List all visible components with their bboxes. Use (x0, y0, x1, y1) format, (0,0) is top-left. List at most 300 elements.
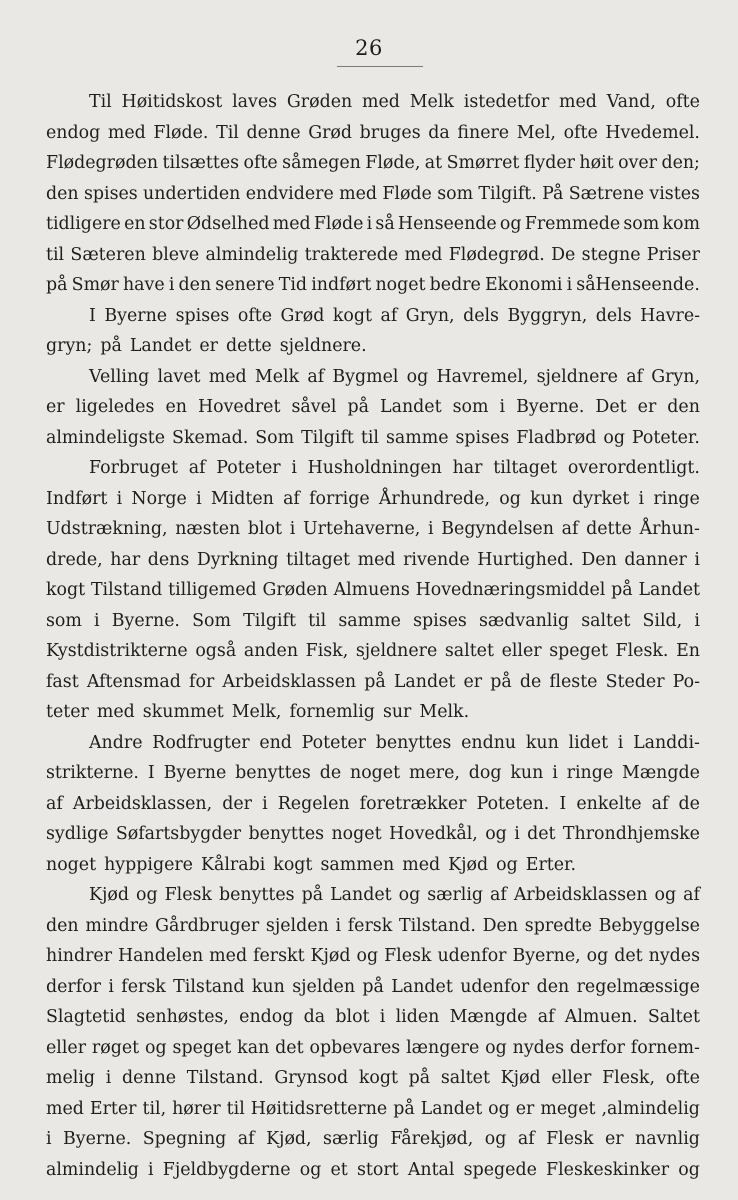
word: Gårdbruger (155, 915, 260, 936)
text-line (46, 941, 700, 972)
text-line (46, 1124, 700, 1155)
word: såmegen (282, 153, 361, 173)
word: af (651, 793, 669, 814)
word: samme (385, 427, 449, 448)
word: med (357, 549, 396, 570)
word: i (262, 793, 268, 814)
word: med (96, 702, 135, 722)
word: rivende (403, 549, 470, 570)
word: Grød (308, 122, 353, 143)
word: almindeligste (46, 427, 166, 448)
word: Antal (407, 1159, 455, 1180)
text-line (46, 728, 700, 759)
text-line (46, 1063, 700, 1094)
word: af (490, 885, 507, 905)
text-line (46, 514, 700, 545)
text-line (46, 148, 700, 179)
word: Flesk (164, 885, 212, 905)
word: saltet (444, 641, 494, 661)
word: sur (382, 702, 412, 722)
word: til, (142, 1098, 167, 1119)
text-line (46, 301, 700, 332)
word: skummet (142, 702, 224, 722)
word: af (537, 1007, 555, 1027)
word: Po- (672, 671, 700, 692)
word: benyttes (248, 824, 325, 844)
word: og (485, 824, 507, 844)
word: endog (239, 1007, 294, 1027)
word: have (122, 275, 165, 295)
word: Flesk (384, 946, 432, 966)
word: sammen (320, 854, 395, 875)
word: længere (406, 1037, 480, 1058)
text-line (46, 1094, 700, 1125)
word: med (558, 92, 597, 112)
word: derfor (46, 976, 101, 997)
word: fleste (549, 671, 598, 692)
word: Priser (646, 244, 700, 265)
word: saltet (581, 610, 631, 631)
text-line (46, 392, 700, 423)
word: Hovedret (197, 397, 281, 417)
word: på (611, 580, 633, 600)
word: med (339, 183, 377, 204)
word: i (366, 214, 373, 234)
word: med (404, 244, 443, 265)
word: ,almindelig (601, 1098, 700, 1119)
word: i (94, 610, 100, 631)
word: Til (216, 122, 239, 143)
word: Det (595, 397, 627, 417)
word: og (499, 488, 521, 509)
word: på (362, 976, 384, 997)
word: på (393, 1098, 415, 1119)
word: spredte (524, 915, 592, 936)
text-line (46, 789, 700, 820)
word: Gryn, (405, 305, 455, 326)
word: Landdi- (633, 732, 700, 753)
word: liden (395, 1007, 440, 1027)
word: Arbeidsklassen (513, 885, 648, 905)
word: Mængde (622, 763, 700, 783)
word: og (484, 1129, 507, 1149)
word: af (561, 519, 579, 539)
word: med (209, 946, 248, 966)
word: Kjød (500, 1068, 541, 1088)
word: endnu (461, 732, 517, 753)
word: sjeldnere (536, 366, 618, 387)
word: danner (624, 549, 687, 570)
word: som (623, 214, 660, 234)
word: af (307, 366, 325, 387)
word: Landet (638, 580, 700, 600)
word: nydes (512, 1037, 565, 1058)
word: Fremmede (524, 214, 621, 234)
word: også (195, 641, 237, 661)
word: den (536, 976, 570, 997)
word: er (604, 1129, 624, 1149)
page-number: 26 (355, 36, 383, 60)
word: Slagtetid (46, 1007, 126, 1027)
word: Indført (46, 488, 108, 509)
word: en (165, 397, 187, 417)
word: hører (172, 1098, 221, 1119)
word: Tilgift (301, 427, 354, 448)
word: særlig (427, 885, 484, 905)
word: ringe (566, 763, 614, 783)
word: og (406, 366, 429, 387)
word: eller (501, 641, 542, 661)
word: Henseende (397, 214, 497, 234)
word: af (683, 885, 700, 905)
word: i (105, 1068, 112, 1088)
word: dette (586, 519, 632, 539)
word: På (542, 183, 564, 204)
word: teter (46, 702, 89, 722)
word: spises (413, 610, 467, 631)
word: Byerne. (111, 610, 180, 631)
word: Til (89, 92, 112, 112)
word: fornemlig (289, 702, 375, 722)
word: Grøden (262, 580, 328, 600)
word: på (364, 671, 386, 692)
word: fornem- (630, 1037, 700, 1058)
word: Høitidskost (121, 92, 223, 112)
word: Byerne. (63, 1129, 132, 1149)
word: Som (255, 427, 295, 448)
text-line (46, 545, 700, 576)
word: overordentligt. (567, 458, 700, 478)
word: Erter. (525, 854, 576, 875)
word: Erter (89, 1098, 137, 1119)
word: med (362, 92, 400, 112)
word: Bygmel (332, 366, 399, 387)
word: sædvanlig (479, 610, 570, 631)
word: og (145, 1037, 167, 1058)
word: den (46, 183, 79, 204)
word: på (301, 885, 324, 905)
word: det (527, 824, 556, 844)
word: indført (311, 275, 372, 295)
word: finere (457, 122, 510, 143)
word: i (499, 397, 506, 417)
word: tiltaget (493, 458, 558, 478)
word: vistes (649, 183, 700, 204)
word: end (259, 732, 292, 753)
word: derfor (569, 1037, 625, 1058)
word: Arbeidsklassen (222, 671, 357, 692)
word: noget (375, 275, 426, 295)
word: Tilstand. (186, 1068, 264, 1088)
word: Poteter (301, 732, 366, 753)
word: det (614, 946, 643, 966)
word: kom (662, 214, 700, 234)
word: til (226, 1098, 245, 1119)
word: og (488, 1098, 510, 1119)
word: til (360, 427, 379, 448)
word: ofte (237, 305, 273, 326)
word: Sild, (642, 610, 683, 631)
word: og (678, 1159, 700, 1180)
word: af (283, 488, 300, 509)
word: Byerne (104, 305, 168, 326)
word: Fisk, (305, 641, 349, 661)
word: næsten (175, 519, 241, 539)
word: Almuens (333, 580, 410, 600)
word: Kjød (89, 885, 129, 905)
text-line (46, 636, 700, 667)
word: saltet (440, 1068, 490, 1088)
text-line (46, 606, 700, 637)
word: Grynsod (274, 1068, 349, 1088)
word: speget (549, 641, 608, 661)
text-line (46, 911, 700, 942)
text-line (46, 87, 700, 118)
word: til (46, 244, 65, 265)
word: Hvedemel. (605, 122, 700, 143)
word: fast (46, 671, 79, 692)
word: endvidere (245, 183, 334, 204)
word: Byggryn, (507, 305, 588, 326)
word: Landet (420, 1098, 483, 1119)
word: hindrer (46, 946, 113, 966)
word: Arbeidsklassen, (72, 793, 213, 814)
word: er (46, 397, 65, 417)
word: at (424, 153, 443, 173)
word: Ødselhed (186, 214, 270, 234)
text-line (46, 667, 700, 698)
word: Rodfrugter (152, 732, 250, 753)
word: Fladbrød (516, 427, 597, 448)
word: af (237, 1129, 255, 1149)
word: ferskt (253, 946, 305, 966)
word: udenfor (460, 976, 530, 997)
word: I (89, 305, 96, 326)
word: anden (243, 641, 299, 661)
text-line (46, 179, 700, 210)
word: Tilstand (90, 580, 163, 600)
word: med (107, 122, 146, 143)
word: Flødegrød. (448, 244, 545, 265)
word: kogt (358, 1068, 398, 1088)
word: kogt (273, 854, 313, 875)
text-line (46, 575, 700, 606)
word: ofte (243, 153, 278, 173)
word: dette (226, 336, 272, 356)
word: Velling (89, 366, 150, 387)
word: sjelden (265, 915, 329, 936)
word: Tilstand (173, 976, 245, 997)
word: der (222, 793, 252, 814)
word: samme (338, 610, 401, 631)
word: Havre- (640, 305, 700, 326)
word: blot (335, 1007, 370, 1027)
word: og (356, 946, 379, 966)
word: kogt (332, 305, 372, 326)
word: kun (525, 732, 559, 753)
word: endog (46, 122, 101, 143)
text-line (46, 423, 700, 454)
word: Kystdistrikterne (46, 641, 188, 661)
word: har (110, 549, 141, 570)
word: på (100, 336, 122, 356)
word: enkelte (576, 793, 642, 814)
word: Landet (330, 885, 392, 905)
word: i (694, 610, 700, 631)
word: Melk. (419, 702, 470, 722)
word: i (291, 458, 297, 478)
word: sjelden (292, 976, 356, 997)
word: opbevares (309, 1037, 401, 1058)
text-line (46, 697, 700, 728)
word: I (147, 763, 155, 783)
word: Fløde. (153, 122, 209, 143)
word: den; (661, 153, 700, 173)
word: sjeldnere (355, 641, 438, 661)
word: eller (551, 1068, 592, 1088)
word: og (135, 885, 158, 905)
word: Urtehaverne, (303, 519, 421, 539)
word: benyttes (375, 732, 452, 753)
word: såvel (291, 397, 337, 417)
word: Flesk. (615, 641, 669, 661)
word: forrige (309, 488, 370, 509)
word: Kålrabi (200, 854, 266, 875)
word: laves (232, 92, 278, 112)
word: Landet (380, 397, 442, 417)
word: tilsættes (162, 153, 240, 173)
word: navnlig (635, 1129, 700, 1149)
word: dog (468, 763, 502, 783)
text-line (46, 118, 700, 149)
word: Poteter (216, 458, 281, 478)
word: Norge (131, 488, 187, 509)
word: i (335, 915, 342, 936)
word: Melk (409, 92, 454, 112)
text-line (46, 484, 700, 515)
word: af (517, 1129, 535, 1149)
word: i (116, 488, 123, 509)
word: Poteter. (631, 427, 700, 448)
word: spises (455, 427, 510, 448)
word: med (402, 854, 441, 875)
word: så (375, 214, 395, 234)
word: i (379, 1007, 386, 1027)
word: Landet (129, 336, 192, 356)
word: Hovednæringsmiddel (415, 580, 606, 600)
word: eller (46, 1037, 87, 1058)
word: Fløde (313, 214, 364, 234)
word: i (566, 275, 573, 295)
word: stort (356, 1159, 399, 1180)
word: er (637, 397, 657, 417)
text-line (46, 362, 700, 393)
word: Poteten. (476, 793, 550, 814)
word: Tilstand. (399, 915, 476, 936)
word: på (490, 671, 512, 692)
word: noget (350, 763, 401, 783)
word: Udstrækning, (46, 519, 168, 539)
word: Melk, (231, 702, 282, 722)
word: Ekonomi (484, 275, 563, 295)
word: i (289, 519, 296, 539)
word: Midten (210, 488, 274, 509)
word: dels (463, 305, 499, 326)
text-line (46, 270, 700, 301)
word: og (499, 214, 522, 234)
word: foretrækker (359, 793, 467, 814)
word: er (463, 671, 483, 692)
word: udenfor (437, 946, 507, 966)
word: i (514, 824, 520, 844)
word: tilligemed (168, 580, 257, 600)
word: spegede (463, 1159, 537, 1180)
word: Almuen. (564, 1007, 638, 1027)
word: Flesk, (602, 1068, 655, 1088)
word: Høitidsretterne (250, 1098, 388, 1119)
word: Tilgift. (478, 183, 537, 204)
word: med (272, 214, 311, 234)
word: Andre (89, 732, 143, 753)
word: stegne (581, 244, 641, 265)
word: og (299, 1159, 322, 1180)
word: af (188, 458, 206, 478)
word: Tid (278, 275, 308, 295)
word: kan (237, 1037, 270, 1058)
word: i (617, 732, 624, 753)
word: og (485, 1037, 507, 1058)
word: sydlige (46, 824, 109, 844)
word: dels (595, 305, 632, 326)
word: meget (540, 1098, 596, 1119)
text-line (46, 453, 700, 484)
word: Flødegrøden (46, 153, 159, 173)
word: lidet (568, 732, 609, 753)
word: senere (215, 275, 275, 295)
word: med (46, 1098, 84, 1119)
text-line (46, 240, 700, 271)
word: kun (530, 488, 564, 509)
word: Den (482, 915, 519, 936)
word: almindelig (46, 1159, 139, 1180)
word: Kjød (448, 854, 489, 875)
word: dens (147, 549, 190, 570)
word: og (496, 854, 518, 875)
word: De (551, 244, 576, 265)
word: i (638, 488, 645, 509)
word: spises (175, 305, 230, 326)
word: i (694, 549, 700, 570)
text-line (46, 209, 700, 240)
word: ligeledes (75, 397, 155, 417)
word: tiltaget (286, 549, 351, 570)
word: Begyndelsen (441, 519, 554, 539)
word: i (196, 488, 202, 509)
word: Mængde (449, 1007, 528, 1027)
word: nydes (648, 946, 700, 966)
word: som (46, 610, 82, 631)
word: Fleskeskinker (546, 1159, 670, 1180)
word: flyder (523, 153, 575, 173)
word: lavet (157, 366, 201, 387)
word: på (347, 397, 370, 417)
word: ringe (653, 488, 700, 509)
word: denne (121, 1068, 177, 1088)
word: bleve (152, 244, 200, 265)
text-line (46, 1002, 700, 1033)
word: mere, (408, 763, 460, 783)
word: i (46, 1129, 52, 1149)
